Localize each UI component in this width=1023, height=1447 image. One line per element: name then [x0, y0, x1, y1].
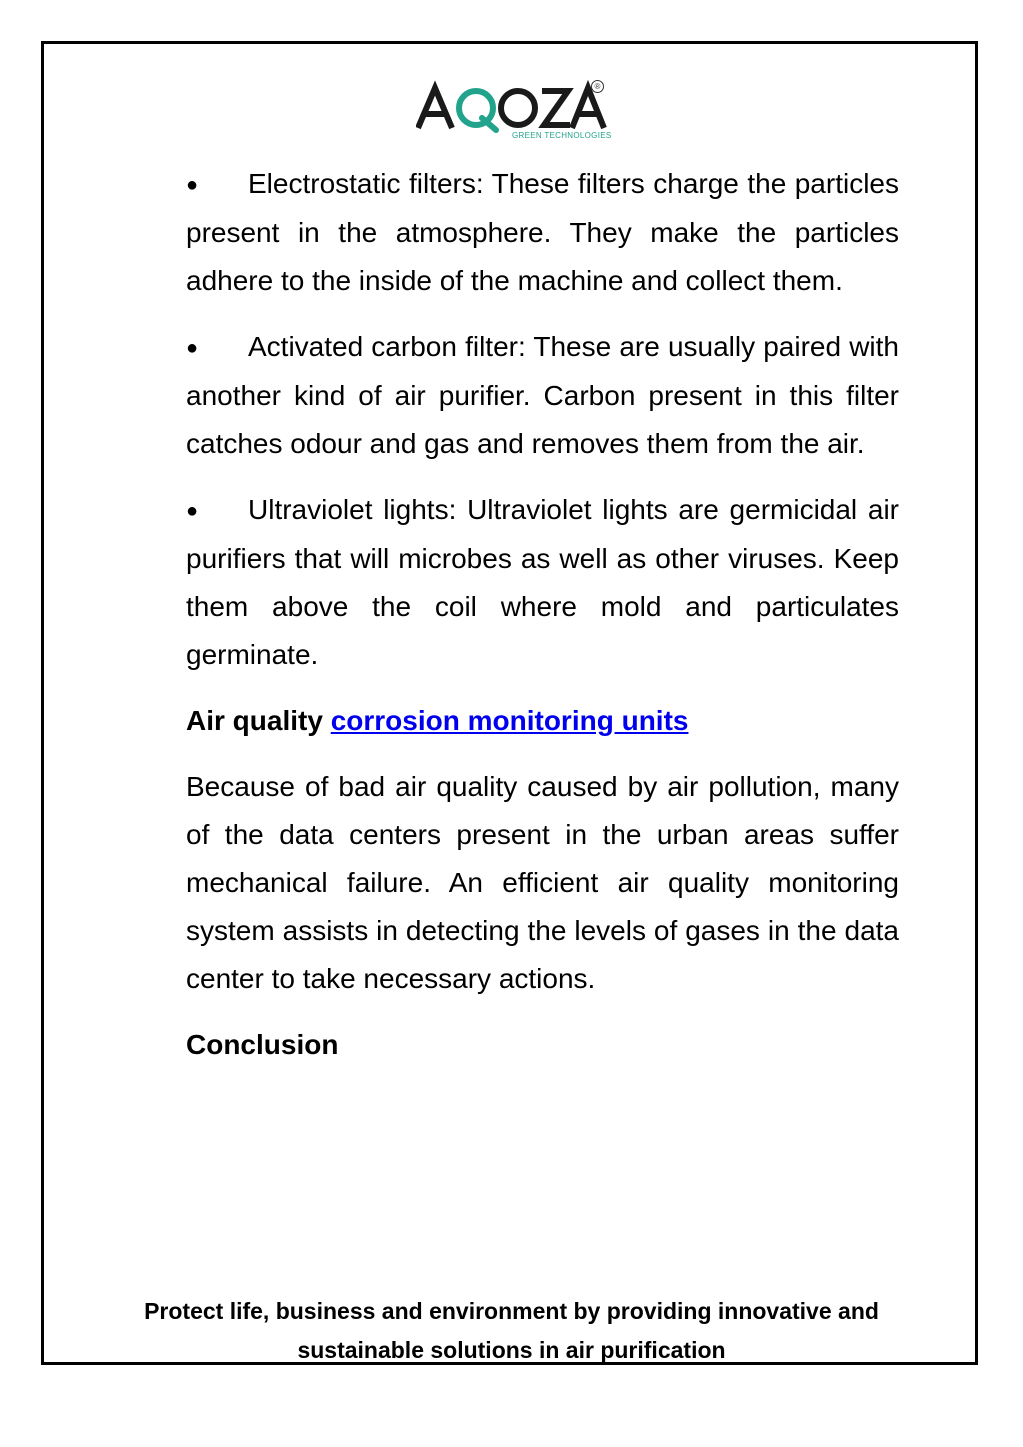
bullet-electrostatic-filters: [186, 160, 899, 305]
aqoza-logo: [416, 78, 612, 144]
footer-line-2: sustainable solutions in air purification: [297, 1337, 726, 1363]
footer-line-1: Protect life, business and environment by providing innovative and: [144, 1298, 879, 1324]
bullet-activated-carbon-filter: [186, 323, 899, 468]
bullet-dot-icon: ●: [186, 174, 199, 196]
bullet-dot-icon: ●: [186, 337, 199, 359]
corrosion-monitoring-link[interactable]: corrosion monitoring units: [330, 705, 689, 736]
section-heading-air-quality: [186, 697, 899, 745]
registered-mark: ®: [591, 80, 604, 93]
bullet-text: Electrostatic filters: These filters charge the particles present in the atmosphere. They make the particles adhere to the inside of the machine and collect them.: [186, 168, 899, 296]
conclusion-heading: Conclusion: [186, 1029, 339, 1060]
logo-subtitle: GREEN TECHNOLOGIES: [512, 131, 612, 140]
bullet-ultraviolet-lights: [186, 486, 899, 679]
bullet-dot-icon: ●: [186, 500, 199, 522]
footer-tagline: [90, 1292, 933, 1370]
document-body: [186, 160, 899, 1087]
section-body-paragraph: Because of bad air quality caused by air pollution, many of the data centers present in the urban areas suffer mechanical failure. An efficient air quality monitoring system assists in detecting the levels of gases in the data center to take necessary actions.: [186, 771, 899, 994]
section-heading-prefix: Air quality: [186, 705, 331, 736]
bullet-text: Activated carbon filter: These are usually paired with another kind of air purifier. Carbon present in this filter catches odour and gas and removes them from the air.: [186, 331, 899, 459]
bullet-text: Ultraviolet lights: Ultraviolet lights are germicidal air purifiers that will microbes as well as other viruses. Keep them above the coil where mold and particulates germinate.: [186, 494, 899, 670]
